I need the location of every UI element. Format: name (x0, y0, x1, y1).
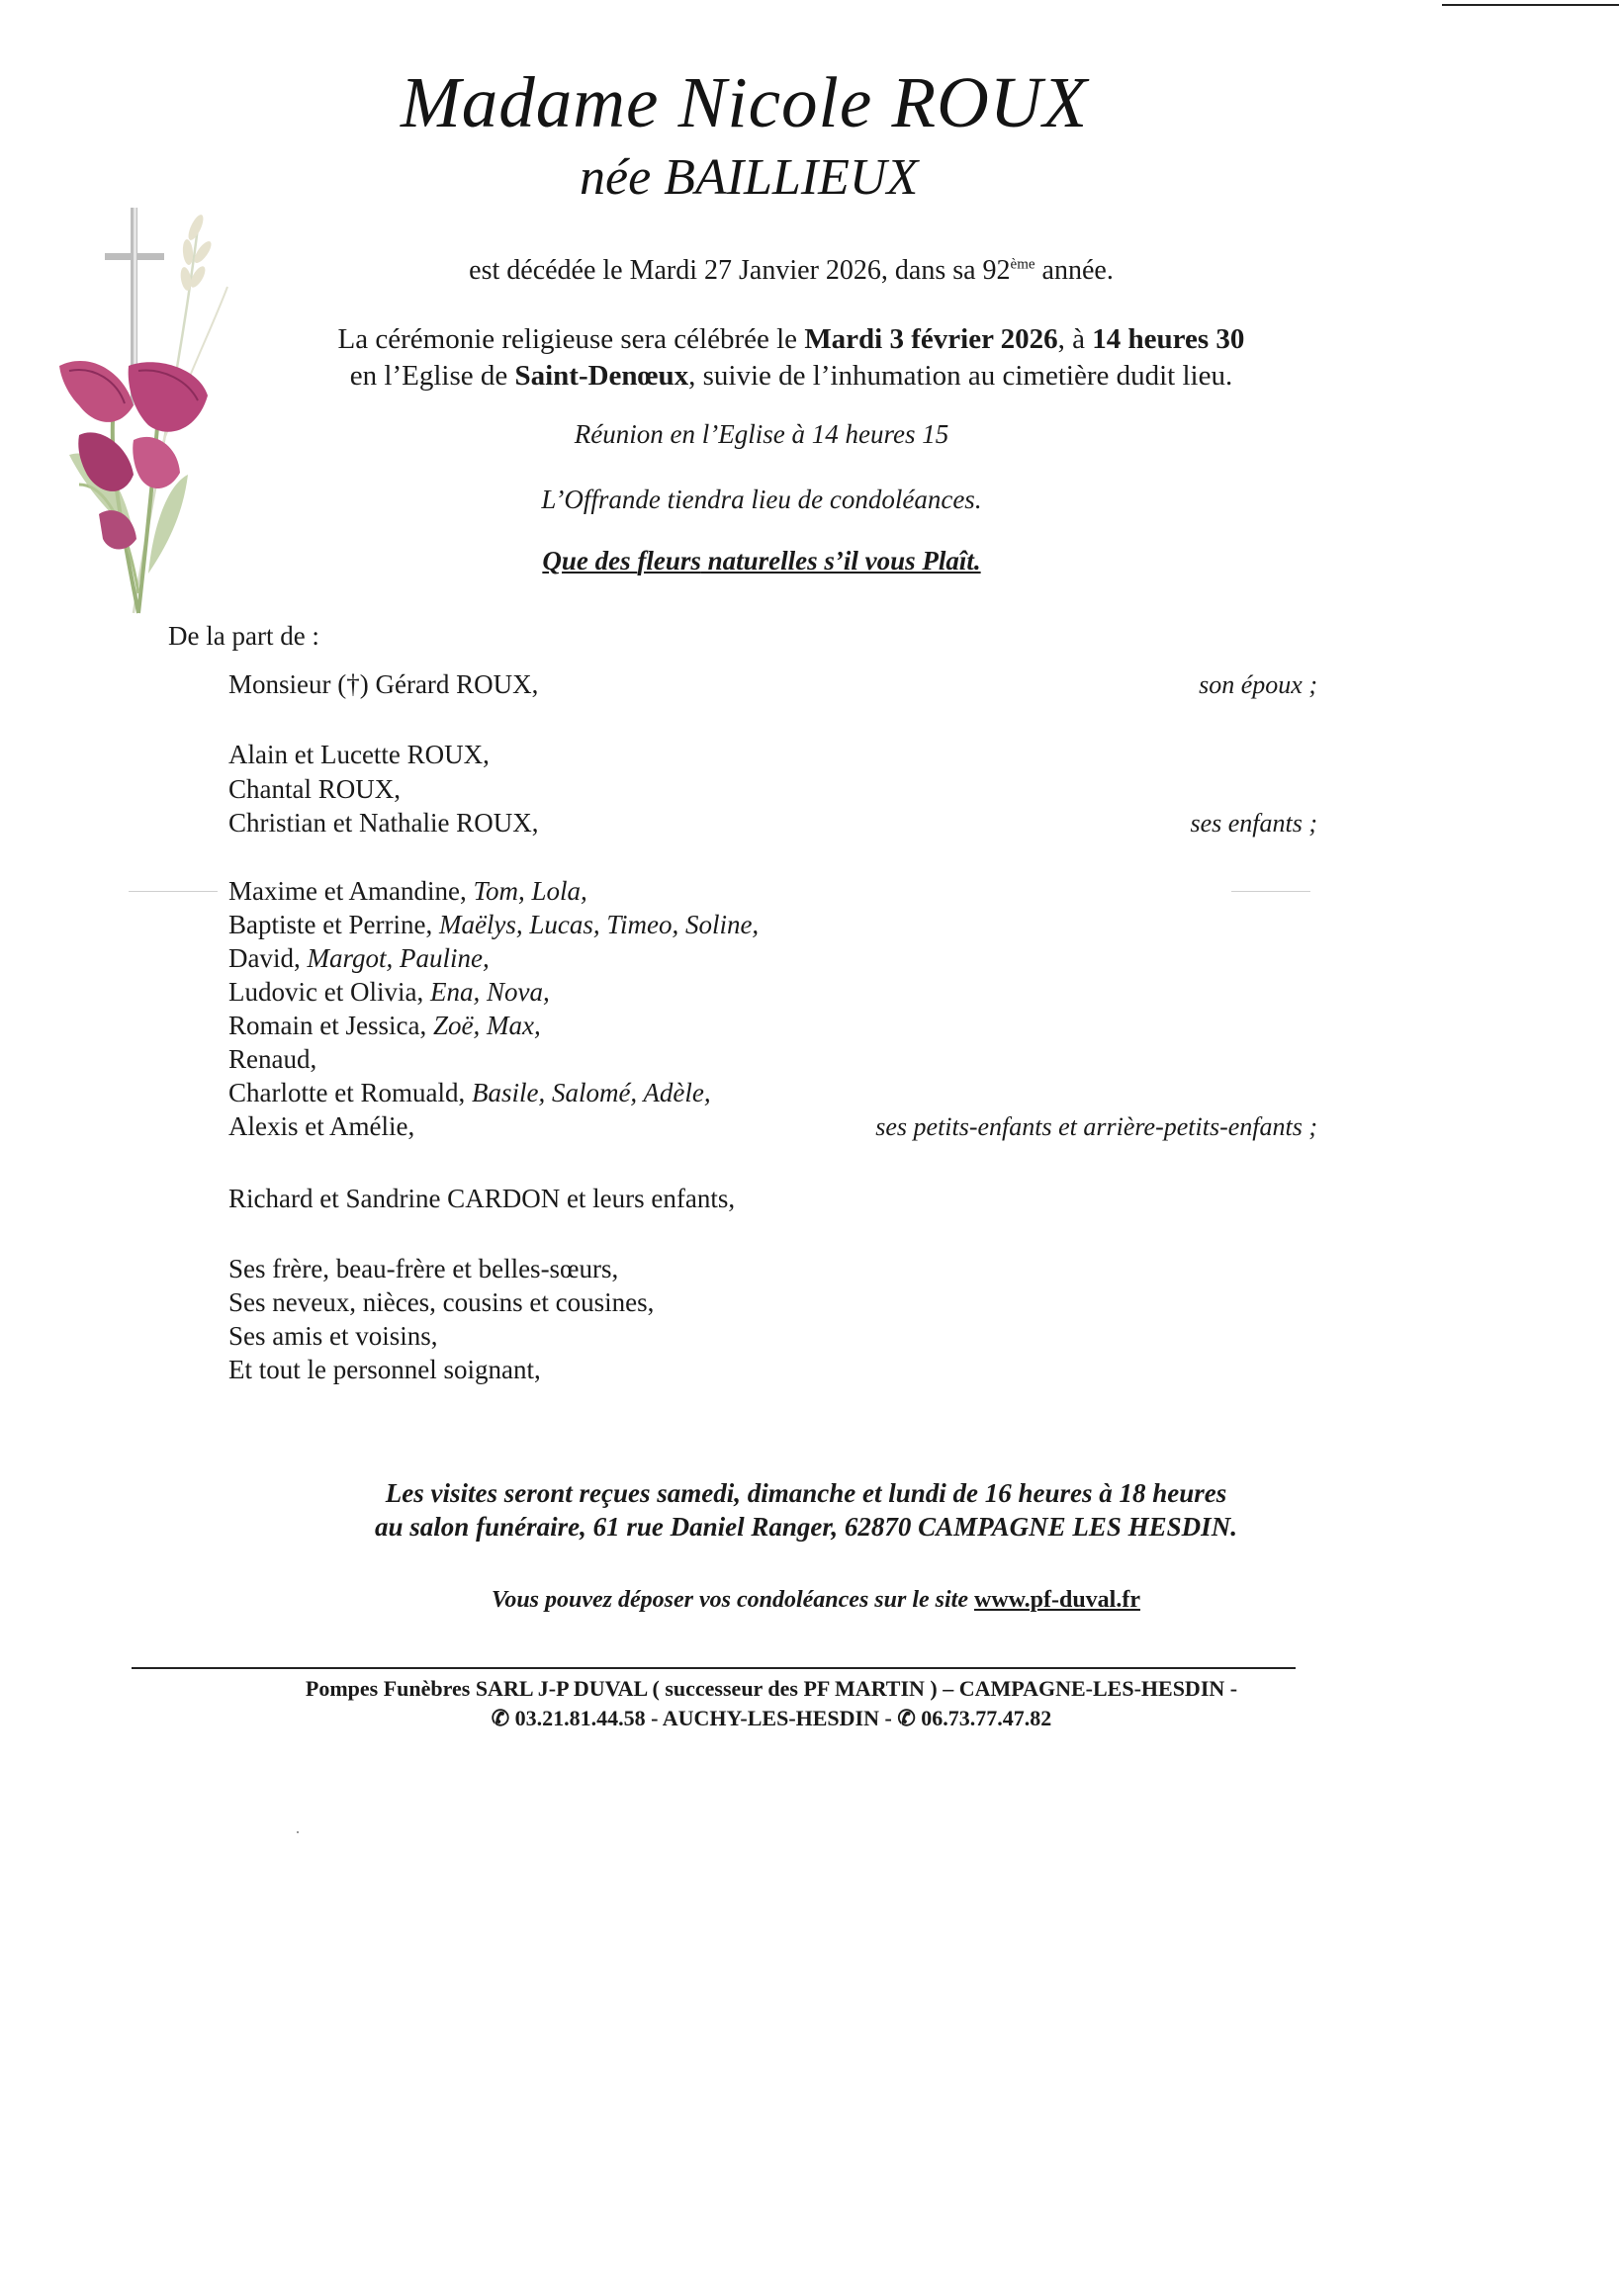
grandchildren-role: ses petits-enfants et arrière-petits-enfants ; (875, 1112, 1317, 1141)
death-announcement: est décédée le Mardi 27 Janvier 2026, dans sa 92ème année. (469, 255, 1114, 286)
top-edge-rule (1442, 4, 1619, 6)
child-line: Alain et Lucette ROUX, (228, 740, 490, 769)
visiting-hours (148, 1476, 1464, 1544)
spouse-role: son époux ; (1199, 670, 1317, 699)
faint-rule (1231, 891, 1310, 892)
child-line: Chantal ROUX, (228, 774, 401, 804)
cross-and-lily-illustration (40, 158, 237, 623)
grandchild-line: Maxime et Amandine, Tom, Lola, (228, 876, 587, 906)
relatives-line: Et tout le personnel soignant, (228, 1355, 541, 1384)
cardon-line: Richard et Sandrine CARDON et leurs enfants, (228, 1184, 736, 1213)
maiden-name-subtitle: née BAILLIEUX (580, 149, 919, 206)
grandchild-line: Renaud, (228, 1044, 317, 1074)
relatives-line: Ses neveux, nièces, cousins et cousines, (228, 1287, 655, 1317)
deceased-name-title: Madame Nicole ROUX (401, 62, 1089, 142)
grandchild-line: Ludovic et Olivia, Ena, Nova, (228, 977, 550, 1007)
grandchild-line: Baptiste et Perrine, Maëlys, Lucas, Timeo, Soline, (228, 910, 760, 939)
footer-line-2: ✆ 03.21.81.44.58 - AUCHY-LES-HESDIN - ✆ 06.73.77.47.82 (491, 1706, 1052, 1730)
relatives-line: Ses frère, beau-frère et belles-sœurs, (228, 1254, 619, 1283)
website-link[interactable]: www.pf-duval.fr (973, 1587, 1140, 1613)
footer-rule (132, 1667, 1296, 1669)
visiting-hours-line-2: au salon funéraire, 61 rue Daniel Ranger, 62870 CAMPAGNE LES HESDIN. (375, 1512, 1237, 1542)
scan-speck (297, 1831, 299, 1833)
grandchild-line: Romain et Jessica, Zoë, Max, (228, 1011, 541, 1040)
reunion-note: Réunion en l’Eglise à 14 heures 15 (574, 419, 949, 449)
offering-note: L’Offrande tiendra lieu de condoléances. (541, 485, 982, 514)
condolences-site-note: Vous pouvez déposer vos condoléances sur le site www.pf-duval.fr (491, 1587, 1140, 1613)
lily-flowers (59, 361, 208, 613)
visiting-hours-line-1: Les visites seront reçues samedi, dimanche et lundi de 16 heures à 18 heures (385, 1478, 1227, 1508)
flowers-note: Que des fleurs naturelles s’il vous Plaît. (542, 546, 981, 575)
spouse-line: Monsieur (†) Gérard ROUX, (228, 669, 539, 699)
child-line: Christian et Nathalie ROUX, (228, 808, 539, 838)
grandchild-line: Charlotte et Romuald, Basile, Salomé, Adèle, (228, 1078, 711, 1107)
footer-line-1: Pompes Funèbres SARL J-P DUVAL ( successeur des PF MARTIN ) – CAMPAGNE-LES-HESDIN - (305, 1676, 1238, 1701)
funeral-home-footer (188, 1674, 1355, 1733)
ceremony-details (257, 321, 1325, 395)
grandchild-line: Alexis et Amélie, (228, 1111, 415, 1141)
ceremony-line-2: en l’Eglise de Saint-Denœux, suivie de l’inhumation au cimetière dudit lieu. (349, 360, 1233, 392)
from-family-intro: De la part de : (168, 621, 319, 651)
grandchild-line: David, Margot, Pauline, (228, 943, 490, 973)
faint-rule (129, 891, 218, 892)
relatives-line: Ses amis et voisins, (228, 1321, 438, 1351)
ceremony-line-1: La cérémonie religieuse sera célébrée le Mardi 3 février 2026, à 14 heures 30 (337, 323, 1245, 355)
children-role: ses enfants ; (1190, 809, 1317, 838)
